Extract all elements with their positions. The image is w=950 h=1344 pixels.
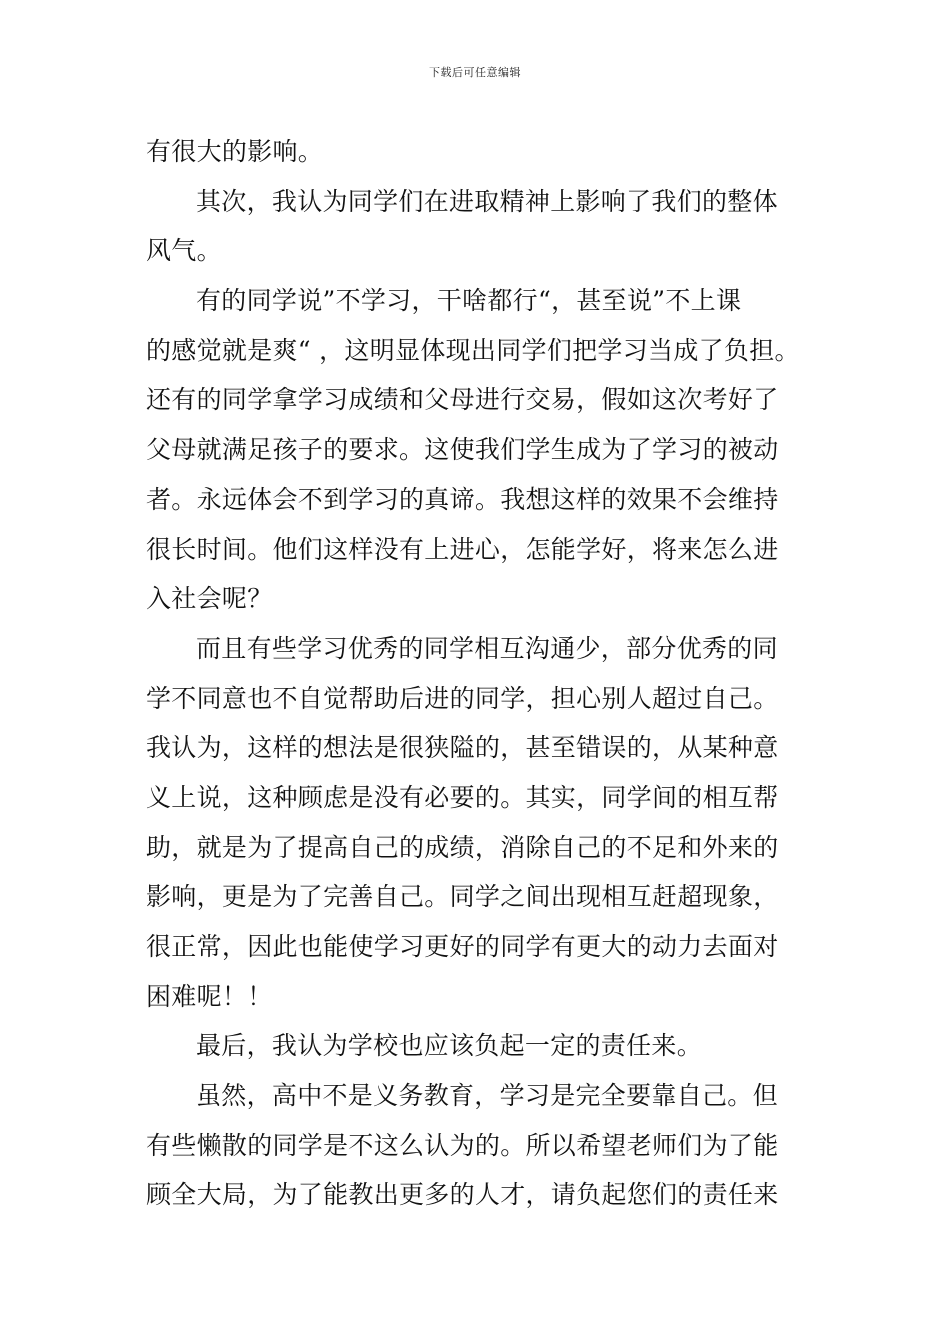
text-line: 助，就是为了提高自己的成绩，消除自己的不足和外来的 [146,832,779,862]
text-line: 而且有些学习优秀的同学相互沟通少，部分优秀的同 [196,633,778,663]
text-line: 顾全大局，为了能教出更多的人才，请负起您们的责任来 [146,1180,779,1210]
text-line: 有很大的影响。 [146,137,324,166]
text-line: 我认为，这样的想法是很狭隘的，甚至错误的，从某种意 [146,733,779,763]
text-line: 入社会呢？ [146,584,273,614]
text-line: 有些懒散的同学是不这么认为的。所以希望老师们为了能 [146,1130,779,1160]
text-line: 学不同意也不自觉帮助后进的同学，担心别人超过自己。 [146,683,779,713]
text-line: 困难呢！！ [146,981,273,1011]
text-line: 其次，我认为同学们在进取精神上影响了我们的整体 [196,186,778,216]
body-text [146,127,816,1220]
text-line: 义上说，这种顾虑是没有必要的。其实，同学间的相互帮 [146,782,779,812]
text-line: 有的同学说”不学习，干啥都行“，甚至说”不上课 [196,286,742,316]
text-line: 还有的同学拿学习成绩和父母进行交易，假如这次考好了 [146,385,779,415]
text-line: 父母就满足孩子的要求。这使我们学生成为了学习的被动 [146,435,779,465]
text-line: 最后，我认为学校也应该负起一定的责任来。 [196,1031,703,1061]
text-line: 的感觉就是爽“ ，这明显体现出同学们把学习当成了负担。 [146,335,800,365]
text-line: 影响，更是为了完善自己。同学之间出现相互赶超现象， [146,882,779,912]
page-header: 下载后可任意编辑 [429,66,521,79]
text-line: 者。永远体会不到学习的真谛。我想这样的效果不会维持 [146,484,779,514]
text-line: 风气。 [146,236,222,266]
text-line: 很长时间。他们这样没有上进心，怎能学好，将来怎么进 [146,534,779,564]
text-line: 虽然，高中不是义务教育，学习是完全要靠自己。但 [196,1081,778,1111]
text-line: 很正常，因此也能使学习更好的同学有更大的动力去面对 [146,932,779,961]
